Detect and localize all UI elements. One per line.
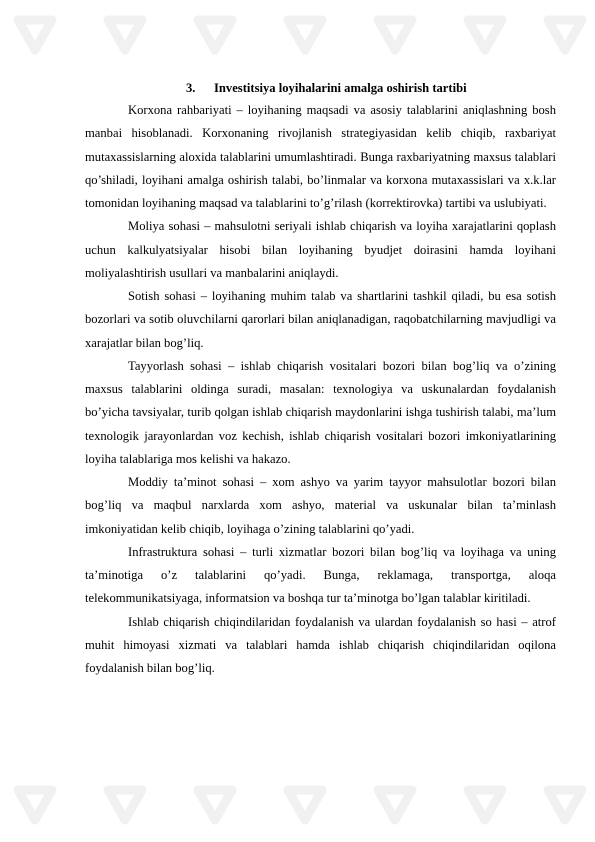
paragraph: Infrastruktura sohasi – turli xizmatlar bozori bilan bog’liq va loyihaga va uning ta’minotiga o’z talablarini qo’yadi. Bunga, reklamaga, transportga, aloqa telekommunikatsiyaga, informatsion va boshqa tur ta’minotga bo’lgan talablar kiritiladi. (85, 544, 556, 606)
section-title: Investitsiya loyihalarini amalga oshirish tartibi (214, 81, 467, 95)
paragraph: Sotish sohasi – loyihaning muhim talab va shartlarini tashkil qiladi, bu esa sotish bozorlari va sotib oluvchilarni qarorlari bilan aniqlanadigan, raqobatchilarning mavjudligi va xarajatlar bilan bog’liq. (85, 289, 556, 350)
document-page (85, 78, 556, 680)
section-heading (85, 78, 556, 99)
paragraph: Moddiy ta’minot sohasi – xom ashyo va yarim tayyor mahsulotlar bozori bilan bog’liq va maqbul narxlarda xom ashyo, material va uskunalar bilan ta’minlash imkoniyatidan kelib chiqib, loyihaga o’zining talablarini qo’yadi. (85, 475, 556, 536)
paragraph: Tayyorlash sohasi – ishlab chiqarish vositalari bozori bilan bog’liq va o’zining maxsus talablarini oldinga suradi, masalan: texnologiya va uskunalardan foydalanish bo’yicha tavsiyalar, turib qolgan ishlab chiqarish maydonlarini ishga tushirish talabi, ma’lum texnologik jarayonlardan voz kechish, ishlab chiqarish vositalari bozori imkoniyatlarining loyiha talablariga mos kelishi va hakazo. (85, 358, 556, 466)
paragraph: Korxona rahbariyati – loyihaning maqsadi va asosiy talablarini aniqlashning bosh manbai hisoblanadi. Korxonaning rivojlanish strategiyasidan kelib chiqib, raxbariyat mutaxassislarning aloxida talablarini umumlashtiradi. Bunga raxbariyatning maxsus talablari qo’shiladi, loyihani amalga oshirish talabi, bo’linmalar va korxona mutaxassislari va x.k.lar tomonidan loyihaning maqsad va talablarini to’g’rilash (korrektirovka) tartibi va uslubiyati. (85, 103, 556, 210)
paragraph: Ishlab chiqarish chiqindilaridan foydalanish va ulardan foydalanish so hasi – atrof muhit himoyasi xizmati va talablari hamda ishlab chiqarish chiqindilaridan oqilona foydalanish bilan bog’liq. (85, 614, 556, 675)
section-number: 3. (186, 81, 196, 95)
paragraph: Moliya sohasi – mahsulotni seriyali ishlab chiqarish va loyiha xarajatlarini qoplash uchun kalkulyatsiyalar hisobi bilan loyihaning byudjet doirasini hamda loyihani moliyalashtirish usullari va manbalarini aniqlaydi. (85, 219, 556, 280)
